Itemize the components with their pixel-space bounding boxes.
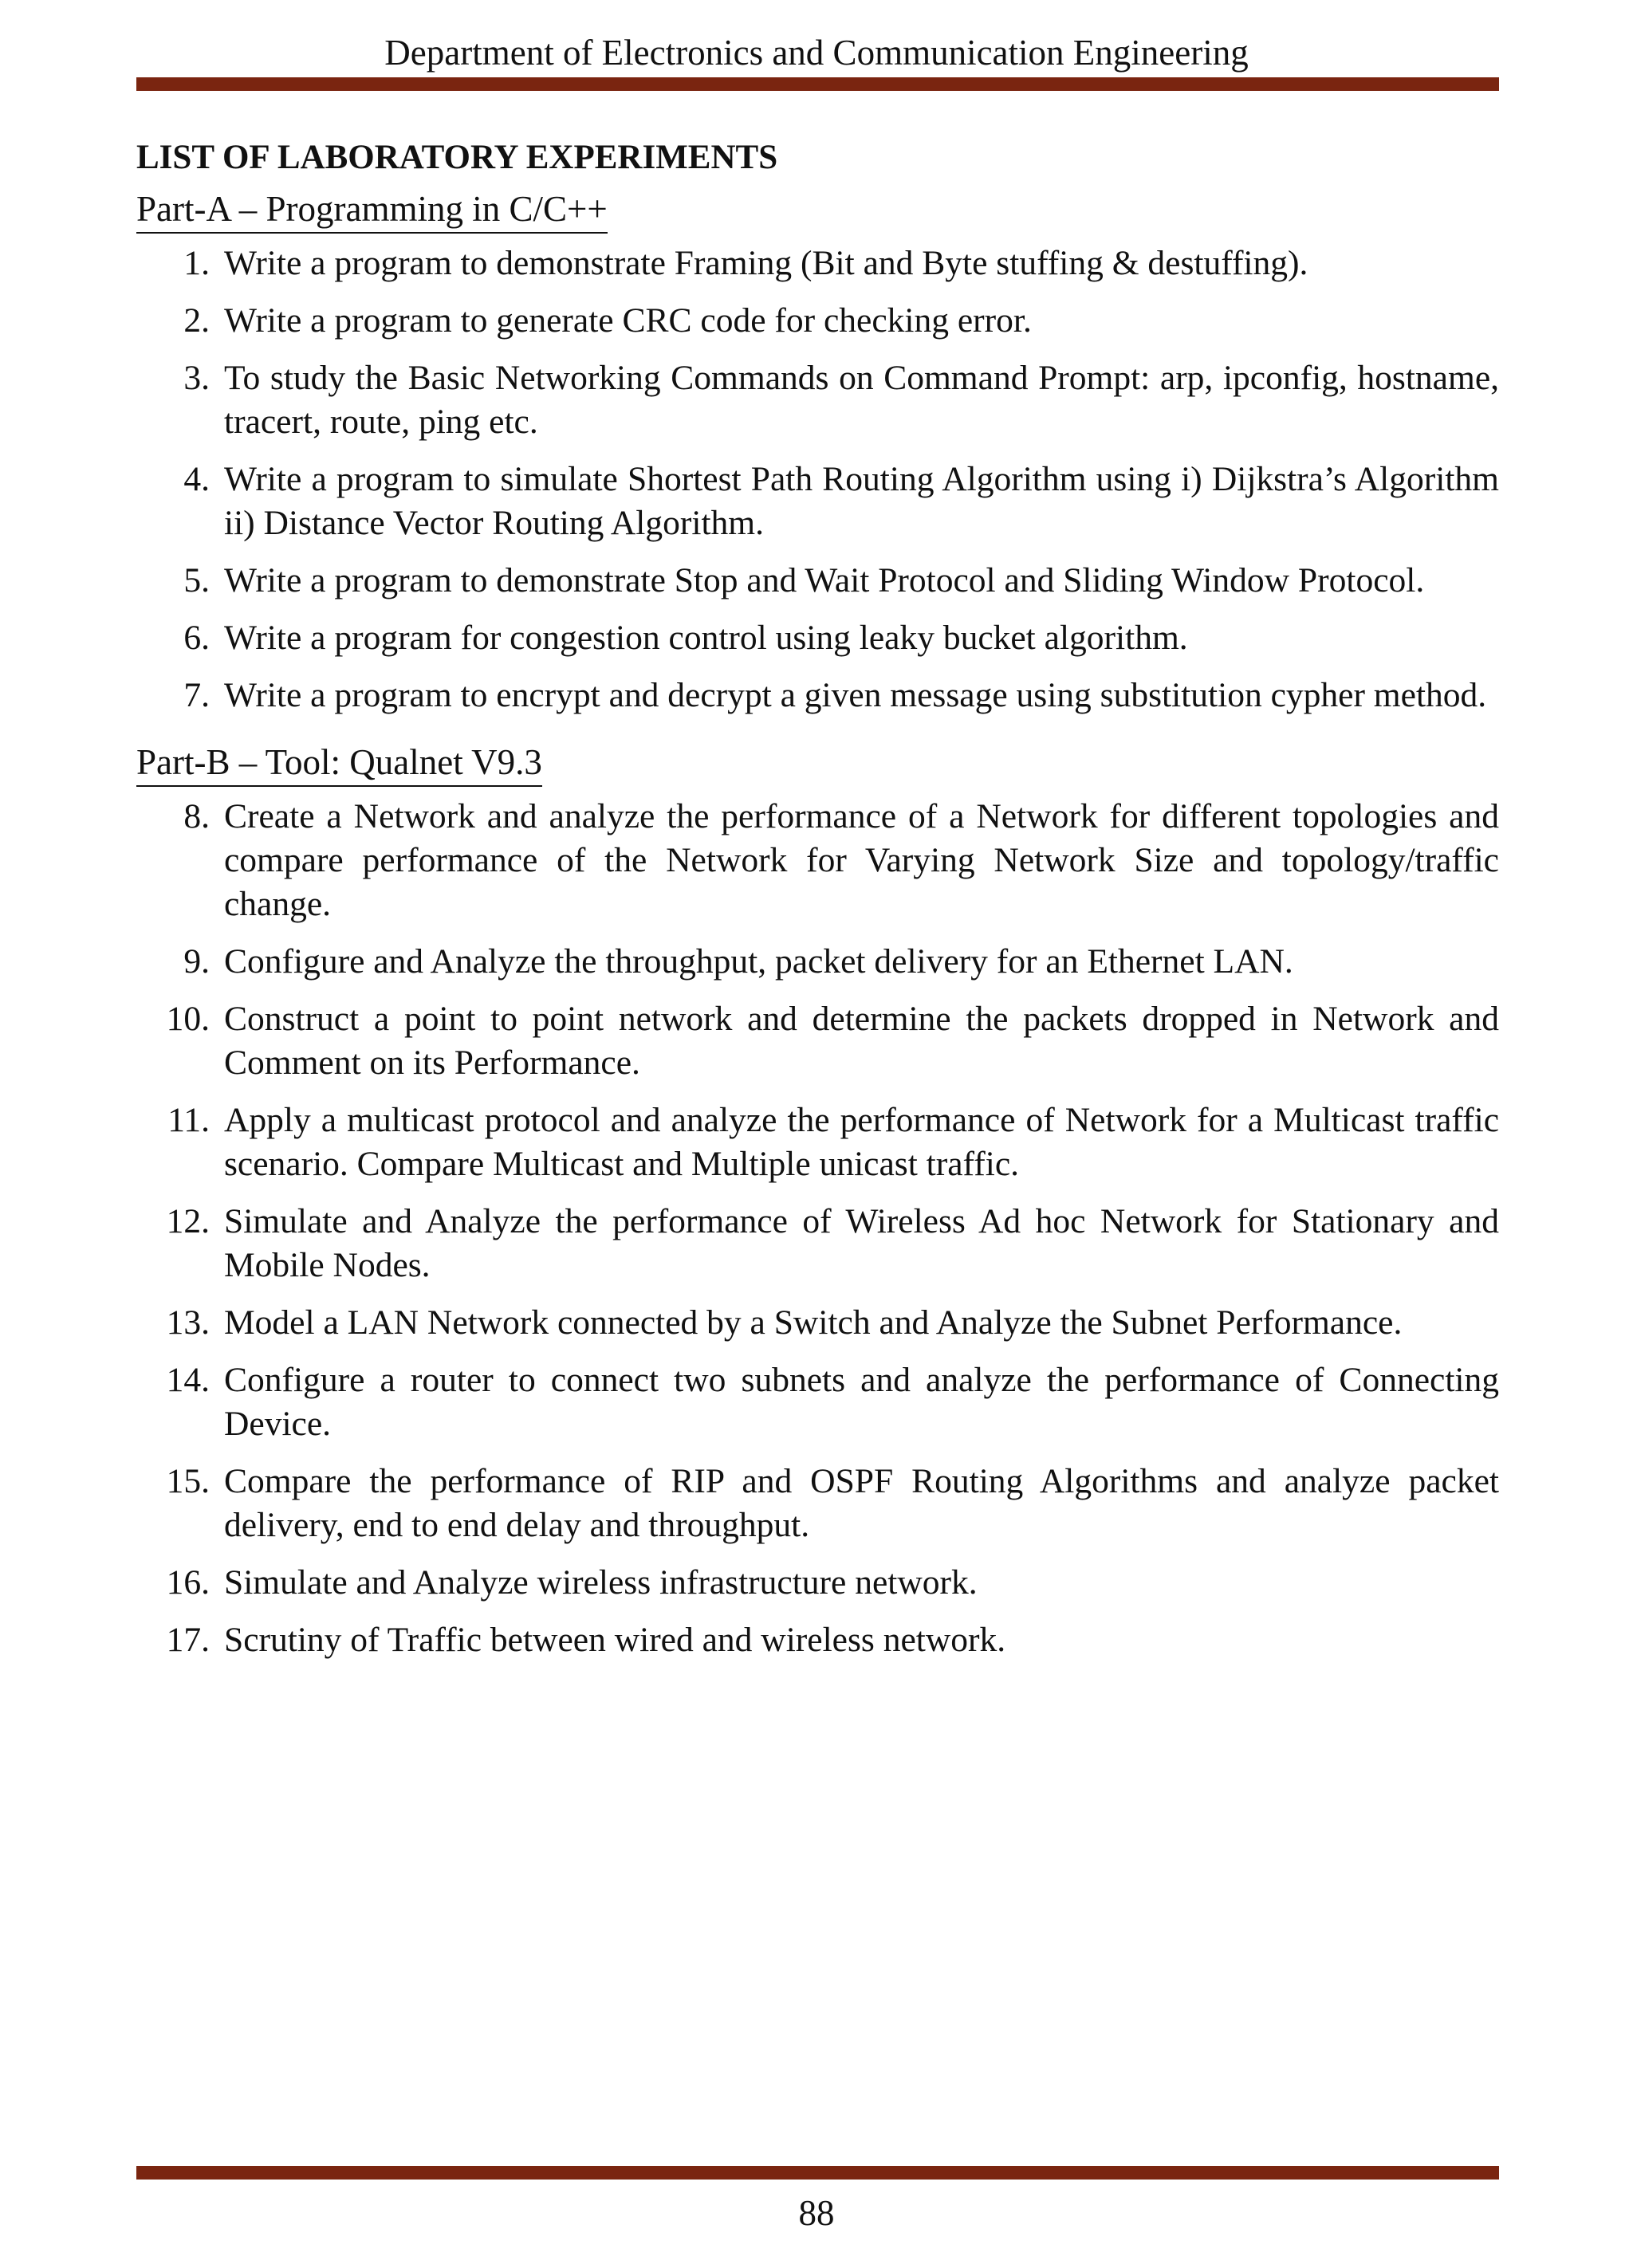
item-number: 1.	[183, 244, 210, 282]
part-b-heading: Part-B – Tool: Qualnet V9.3	[136, 741, 542, 787]
item-text: Write a program for congestion control using leaky bucket algorithm.	[224, 619, 1188, 657]
item-number: 11.	[167, 1101, 210, 1139]
list-item	[136, 1301, 1499, 1345]
header-rule	[136, 77, 1499, 91]
part-a-heading: Part-A – Programming in C/C++	[136, 188, 608, 234]
list-item	[136, 1358, 1499, 1446]
list-item	[136, 1200, 1499, 1287]
item-text: Apply a multicast protocol and analyze the performance of Network for a Multicast traffic scenario. Compare Multicast and Multiple unicast traffic.	[224, 1101, 1499, 1183]
item-number: 9.	[183, 942, 210, 981]
item-text: Simulate and Analyze the performance of Wireless Ad hoc Network for Stationary and Mobile Nodes.	[224, 1202, 1499, 1284]
item-text: Simulate and Analyze wireless infrastructure network.	[224, 1563, 978, 1602]
item-text: Scrutiny of Traffic between wired and wireless network.	[224, 1621, 1006, 1659]
list-item	[136, 1618, 1499, 1662]
item-text: Write a program to simulate Shortest Path Routing Algorithm using i) Dijkstra’s Algorithm ii) Distance Vector Routing Algorithm.	[224, 460, 1499, 542]
item-number: 8.	[183, 797, 210, 835]
item-number: 15.	[166, 1462, 210, 1500]
item-number: 17.	[166, 1621, 210, 1659]
list-item	[136, 997, 1499, 1085]
item-text: Compare the performance of RIP and OSPF Routing Algorithms and analyze packet delivery, end to end delay and throughput.	[224, 1462, 1499, 1544]
page-number: 88	[798, 2193, 835, 2233]
item-number: 12.	[166, 1202, 210, 1240]
page-title: LIST OF LABORATORY EXPERIMENTS	[136, 139, 778, 176]
page-content	[136, 136, 1499, 1676]
part-a-section	[136, 188, 1499, 717]
item-number: 5.	[183, 561, 210, 599]
list-item	[136, 795, 1499, 926]
item-text: Configure and Analyze the throughput, packet delivery for an Ethernet LAN.	[224, 942, 1293, 981]
item-text: Write a program to encrypt and decrypt a given message using substitution cypher method.	[224, 676, 1487, 714]
list-item	[136, 299, 1499, 343]
list-item	[136, 559, 1499, 603]
item-number: 13.	[166, 1303, 210, 1342]
part-a-list	[136, 242, 1499, 717]
item-number: 4.	[183, 460, 210, 498]
list-item	[136, 1099, 1499, 1186]
item-number: 6.	[183, 619, 210, 657]
item-text: Write a program to demonstrate Framing (Bit and Byte stuffing & destuffing).	[224, 244, 1308, 282]
item-number: 14.	[166, 1361, 210, 1399]
list-item	[136, 458, 1499, 545]
item-number: 3.	[183, 359, 210, 397]
item-text: Configure a router to connect two subnets and analyze the performance of Connecting Device.	[224, 1361, 1499, 1443]
item-text: Write a program to generate CRC code for checking error.	[224, 301, 1032, 340]
list-item	[136, 356, 1499, 444]
item-text: Write a program to demonstrate Stop and Wait Protocol and Sliding Window Protocol.	[224, 561, 1425, 599]
part-b-list	[136, 795, 1499, 1662]
item-number: 10.	[166, 1000, 210, 1038]
list-item	[136, 1460, 1499, 1547]
footer-rule	[136, 2166, 1499, 2180]
item-number: 2.	[183, 301, 210, 340]
list-item	[136, 1561, 1499, 1605]
item-number: 7.	[183, 676, 210, 714]
list-item	[136, 674, 1499, 717]
item-text: Model a LAN Network connected by a Switch and Analyze the Subnet Performance.	[224, 1303, 1403, 1342]
item-text: Construct a point to point network and determine the packets dropped in Network and Comment on its Performance.	[224, 1000, 1499, 1082]
list-item	[136, 616, 1499, 660]
page-header: Department of Electronics and Communication Engineering	[384, 33, 1249, 73]
list-item	[136, 242, 1499, 285]
list-item	[136, 940, 1499, 984]
item-text: Create a Network and analyze the performance of a Network for different topologies and compare performance of the Network for Varying Network Size and topology/traffic change.	[224, 797, 1499, 923]
item-text: To study the Basic Networking Commands on Command Prompt: arp, ipconfig, hostname, tracert, route, ping etc.	[224, 359, 1499, 441]
item-number: 16.	[166, 1563, 210, 1602]
part-b-section	[136, 741, 1499, 1662]
